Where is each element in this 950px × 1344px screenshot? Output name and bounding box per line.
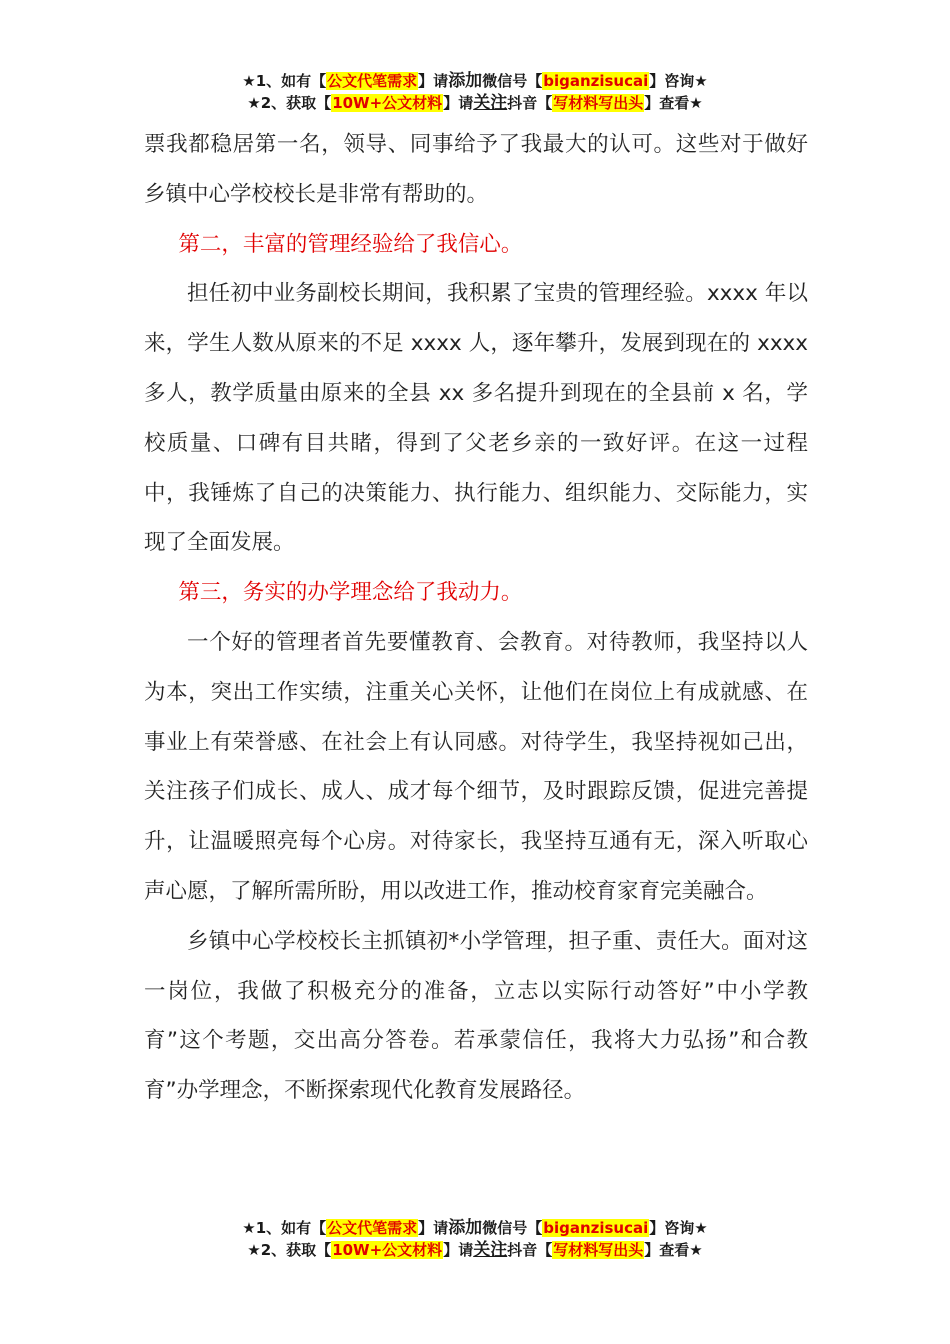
section-heading: 第二，丰富的管理经验给了我信心。 <box>178 231 523 257</box>
banner-text: 微信号【 <box>482 1219 543 1237</box>
highlight-douyin-account: 写材料写出头 <box>553 94 644 112</box>
banner-text: 】请 <box>418 1219 449 1237</box>
section-heading: 第三，务实的办学理念给了我动力。 <box>178 580 523 606</box>
highlight-materials: 10W+公文材料 <box>332 1241 443 1259</box>
banner-text: 】咨询★ <box>649 72 708 90</box>
banner-text: 】查看★ <box>644 1241 703 1259</box>
banner-text: 】请 <box>443 1241 474 1259</box>
highlight-service: 公文代笔需求 <box>327 72 418 90</box>
banner-text: ★1、如有【 <box>242 1219 327 1237</box>
paragraph: 乡镇中心学校校长主抓镇初*小学管理，担子重、责任大。面对这一岗位，我做了积极充分的准备，立志以实际行动答好”中小学教育”这个考题，交出高分答卷。若承蒙信任，我将大力弘扬”和合教育”办学理念，不断探索现代化教育发展路径。 <box>144 928 808 1104</box>
highlight-douyin-account: 写材料写出头 <box>553 1241 644 1259</box>
paragraph: 担任初中业务副校长期间，我积累了宝贵的管理经验。xxxx 年以来，学生人数从原来的不足 xxxx 人，逐年攀升，发展到现在的 xxxx 多人，教学质量由原来的全县 xx 多名提升到现在的全县前 x 名，学校质量、口碑有目共睹，得到了父老乡亲的一致好评。在这一过程中，我锤炼了自己的决策能力、执行能力、组织能力、交际能力，实现了全面发展。 <box>144 281 808 556</box>
banner-text: 】咨询★ <box>649 1219 708 1237</box>
banner-text: ★2、获取【 <box>247 1241 332 1259</box>
banner-text: 抖音【 <box>507 94 553 112</box>
banner-text: 】请 <box>443 94 474 112</box>
highlight-materials: 10W+公文材料 <box>332 94 443 112</box>
banner-text: 抖音【 <box>507 1241 553 1259</box>
paragraph: 一个好的管理者首先要懂教育、会教育。对待教师，我坚持以人为本，突出工作实绩，注重关心关怀，让他们在岗位上有成就感、在事业上有荣誉感、在社会上有认同感。对待学生，我坚持视如己出，关注孩子们成长、成人、成才每个细节，及时跟踪反馈，促进完善提升，让温暖照亮每个心房。对待家长，我坚持互通有无，深入听取心声心愿，了解所需所盼，用以改进工作，推动校育家育完美融合。 <box>144 629 808 904</box>
banner-line-2 <box>0 92 950 114</box>
highlight-wechat-id: biganzisucai <box>543 1219 649 1237</box>
highlight-wechat-id: biganzisucai <box>543 72 649 90</box>
header-banner <box>0 70 950 114</box>
banner-emphasis: 关注 <box>473 93 508 113</box>
footer-banner <box>0 1217 950 1261</box>
banner-line-1 <box>0 1217 950 1239</box>
banner-emphasis: 添加 <box>448 71 483 91</box>
banner-text: 微信号【 <box>482 72 543 90</box>
banner-text: 】查看★ <box>644 94 703 112</box>
banner-emphasis: 关注 <box>473 1240 508 1260</box>
banner-text: ★2、获取【 <box>247 94 332 112</box>
highlight-service: 公文代笔需求 <box>327 1219 418 1237</box>
banner-line-1 <box>0 70 950 92</box>
banner-line-2 <box>0 1239 950 1261</box>
banner-text: ★1、如有【 <box>242 72 327 90</box>
paragraph: 票我都稳居第一名，领导、同事给予了我最大的认可。这些对于做好乡镇中心学校校长是非常有帮助的。 <box>144 132 808 207</box>
banner-text: 】请 <box>418 72 449 90</box>
banner-emphasis: 添加 <box>448 1218 483 1238</box>
document-body <box>144 120 808 1116</box>
